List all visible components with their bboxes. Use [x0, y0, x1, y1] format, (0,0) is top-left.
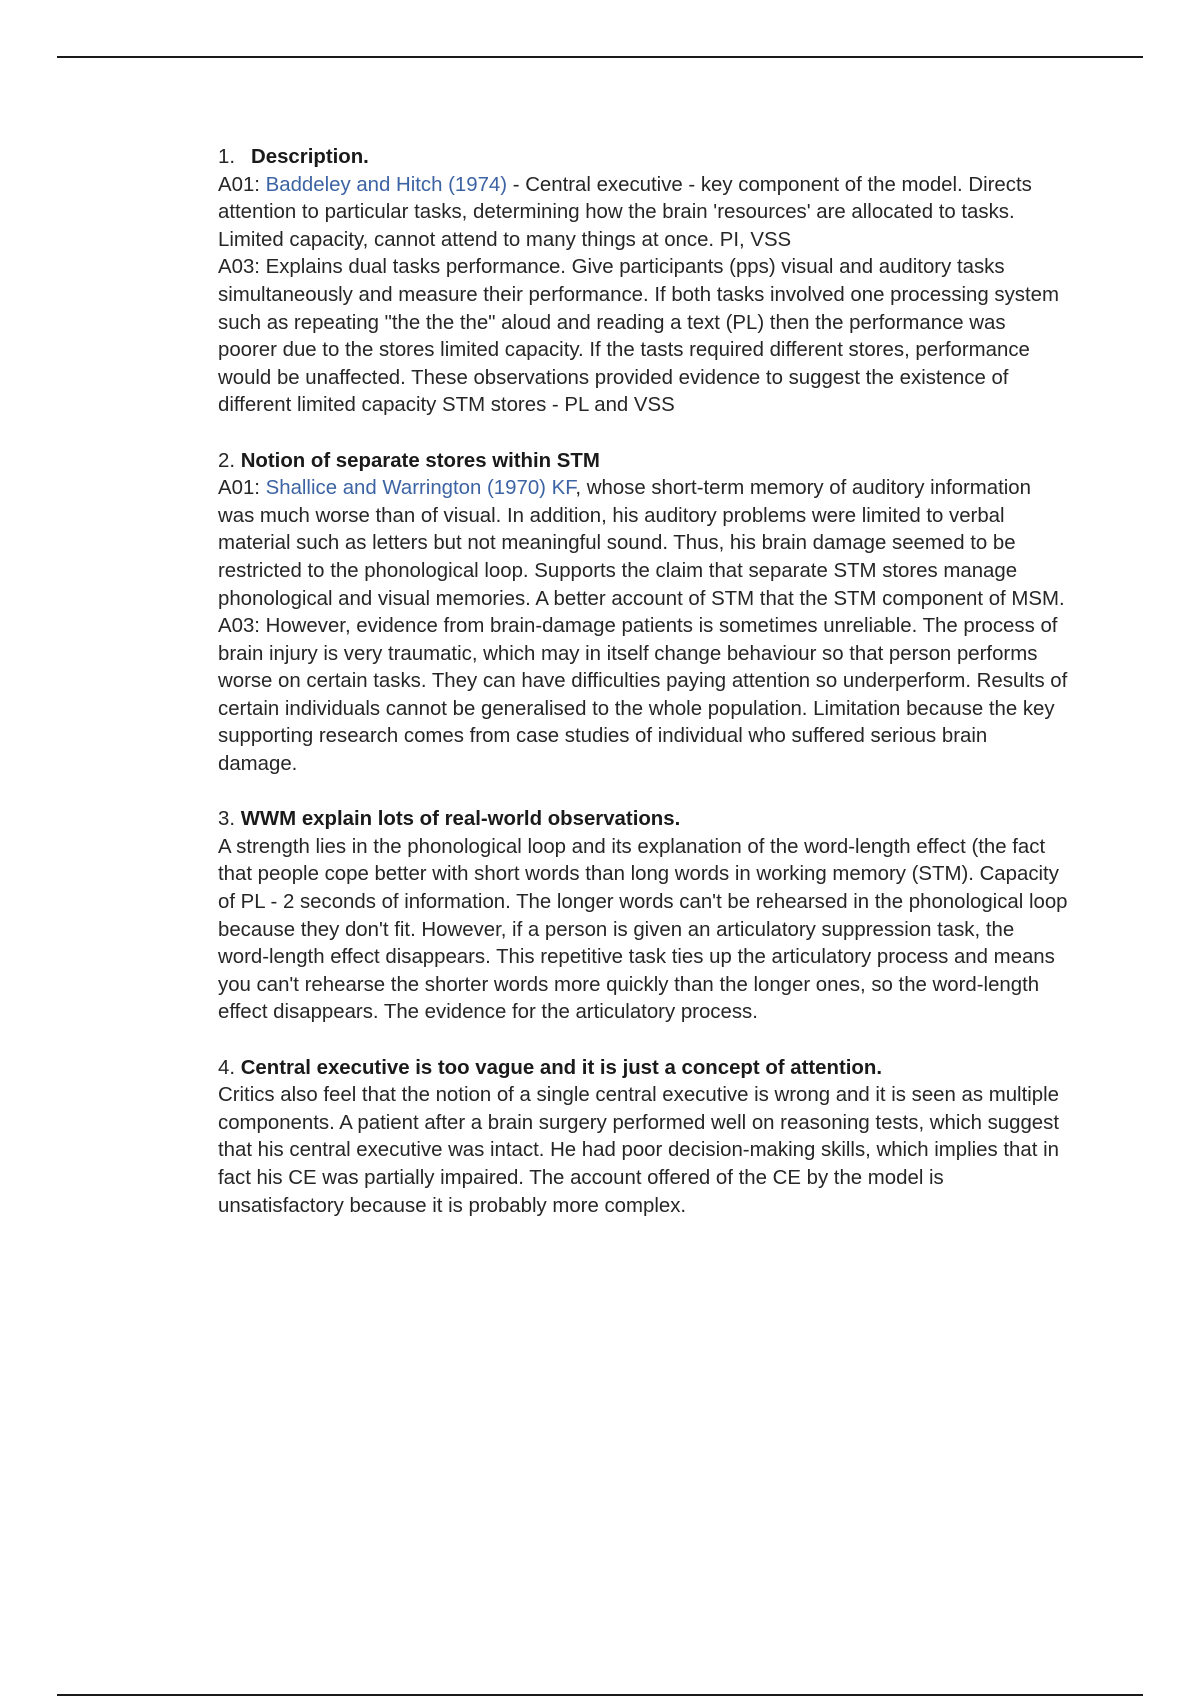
bottom-rule	[57, 1694, 1143, 1696]
paragraph-text: , whose short-term memory of auditory information was much worse than of visual. In addition, his auditory problems were limited to verbal material such as letters but not meaningful sound. Thus, his brain damage seemed to be restricted to the phonological loop. Supports the claim that separate STM stores manage phonological and visual memories. A better account of STM that the STM component of MSM.	[218, 477, 1065, 610]
section-separate-stores	[218, 448, 1068, 779]
paragraph-body: A strength lies in the phonological loop and its explanation of the word-length effect (the fact that people cope better with short words than long words in working memory (STM). Capacity of PL - 2 seconds of information. The longer words can't be rehearsed in the phonological loop because they don't fit. However, if a person is given an articulatory suppression task, the word-length effect disappears. This repetitive task ties up the articulatory process and means you can't rehearse the shorter words more quickly than the longer ones, so the word-length effect disappears. The evidence for the articulatory process.	[218, 835, 1068, 1024]
section-title: Central executive is too vague and it is just a concept of attention.	[240, 1056, 882, 1079]
section-title: Notion of separate stores within STM	[240, 449, 600, 472]
paragraph-prefix: A01:	[218, 173, 266, 196]
paragraph-body: Critics also feel that the notion of a single central executive is wrong and it is seen as multiple components. A patient after a brain surgery performed well on reasoning tests, which suggest that his central executive was intact. He had poor decision-making skills, which implies that in fact his CE was partially impaired. The account offered of the CE by the model is unsatisfactory because it is probably more complex.	[218, 1084, 1060, 1217]
paragraph-a01	[218, 172, 1068, 255]
paragraph-a03: A03: However, evidence from brain-damage patients is sometimes unreliable. The process of brain injury is very traumatic, which may in itself change behaviour so that person performs worse on certain tasks. They can have difficulties paying attention so underperform. Results of certain individuals cannot be generalised to the whole population. Limitation because the key supporting research comes from case studies of individual who suffered serious brain damage.	[218, 615, 1068, 776]
section-heading	[218, 144, 1068, 172]
section-title: Description.	[251, 146, 369, 168]
section-number: 3.	[218, 808, 236, 831]
citation-link[interactable]: Shallice and Warrington (1970) KF	[265, 477, 576, 500]
paragraph-a01	[218, 475, 1068, 613]
paragraph-a03: A03: Explains dual tasks performance. Give participants (pps) visual and auditory tasks simultaneously and measure their performance. If both tasks involved one processing system such as repeating "the the the" aloud and reading a text (PL) then the performance was poorer due to the stores limited capacity. If the tasts required different stores, performance would be unaffected. These observations provided evidence to suggest the existence of different limited capacity STM stores - PL and VSS	[218, 256, 1059, 417]
section-central-executive	[218, 1055, 1068, 1221]
section-heading	[218, 448, 1068, 476]
citation-link[interactable]: Baddeley and Hitch (1974)	[265, 173, 508, 196]
document-body	[218, 144, 1068, 1248]
section-real-world	[218, 806, 1068, 1027]
section-number: 2.	[218, 449, 236, 472]
section-title: WWM explain lots of real-world observations.	[240, 808, 681, 831]
section-description	[218, 144, 1068, 420]
paragraph-text: - Central executive - key component of the model. Directs attention to particular tasks, determining how the brain 'resources' are allocated to tasks. Limited capacity, cannot attend to many things at once. PI, VSS	[218, 173, 1032, 251]
section-heading	[218, 1055, 1068, 1083]
top-rule	[57, 56, 1143, 58]
section-number: 1.	[218, 146, 236, 168]
paragraph-prefix: A01:	[218, 477, 266, 500]
section-number: 4.	[218, 1056, 236, 1079]
section-heading	[218, 806, 1068, 834]
